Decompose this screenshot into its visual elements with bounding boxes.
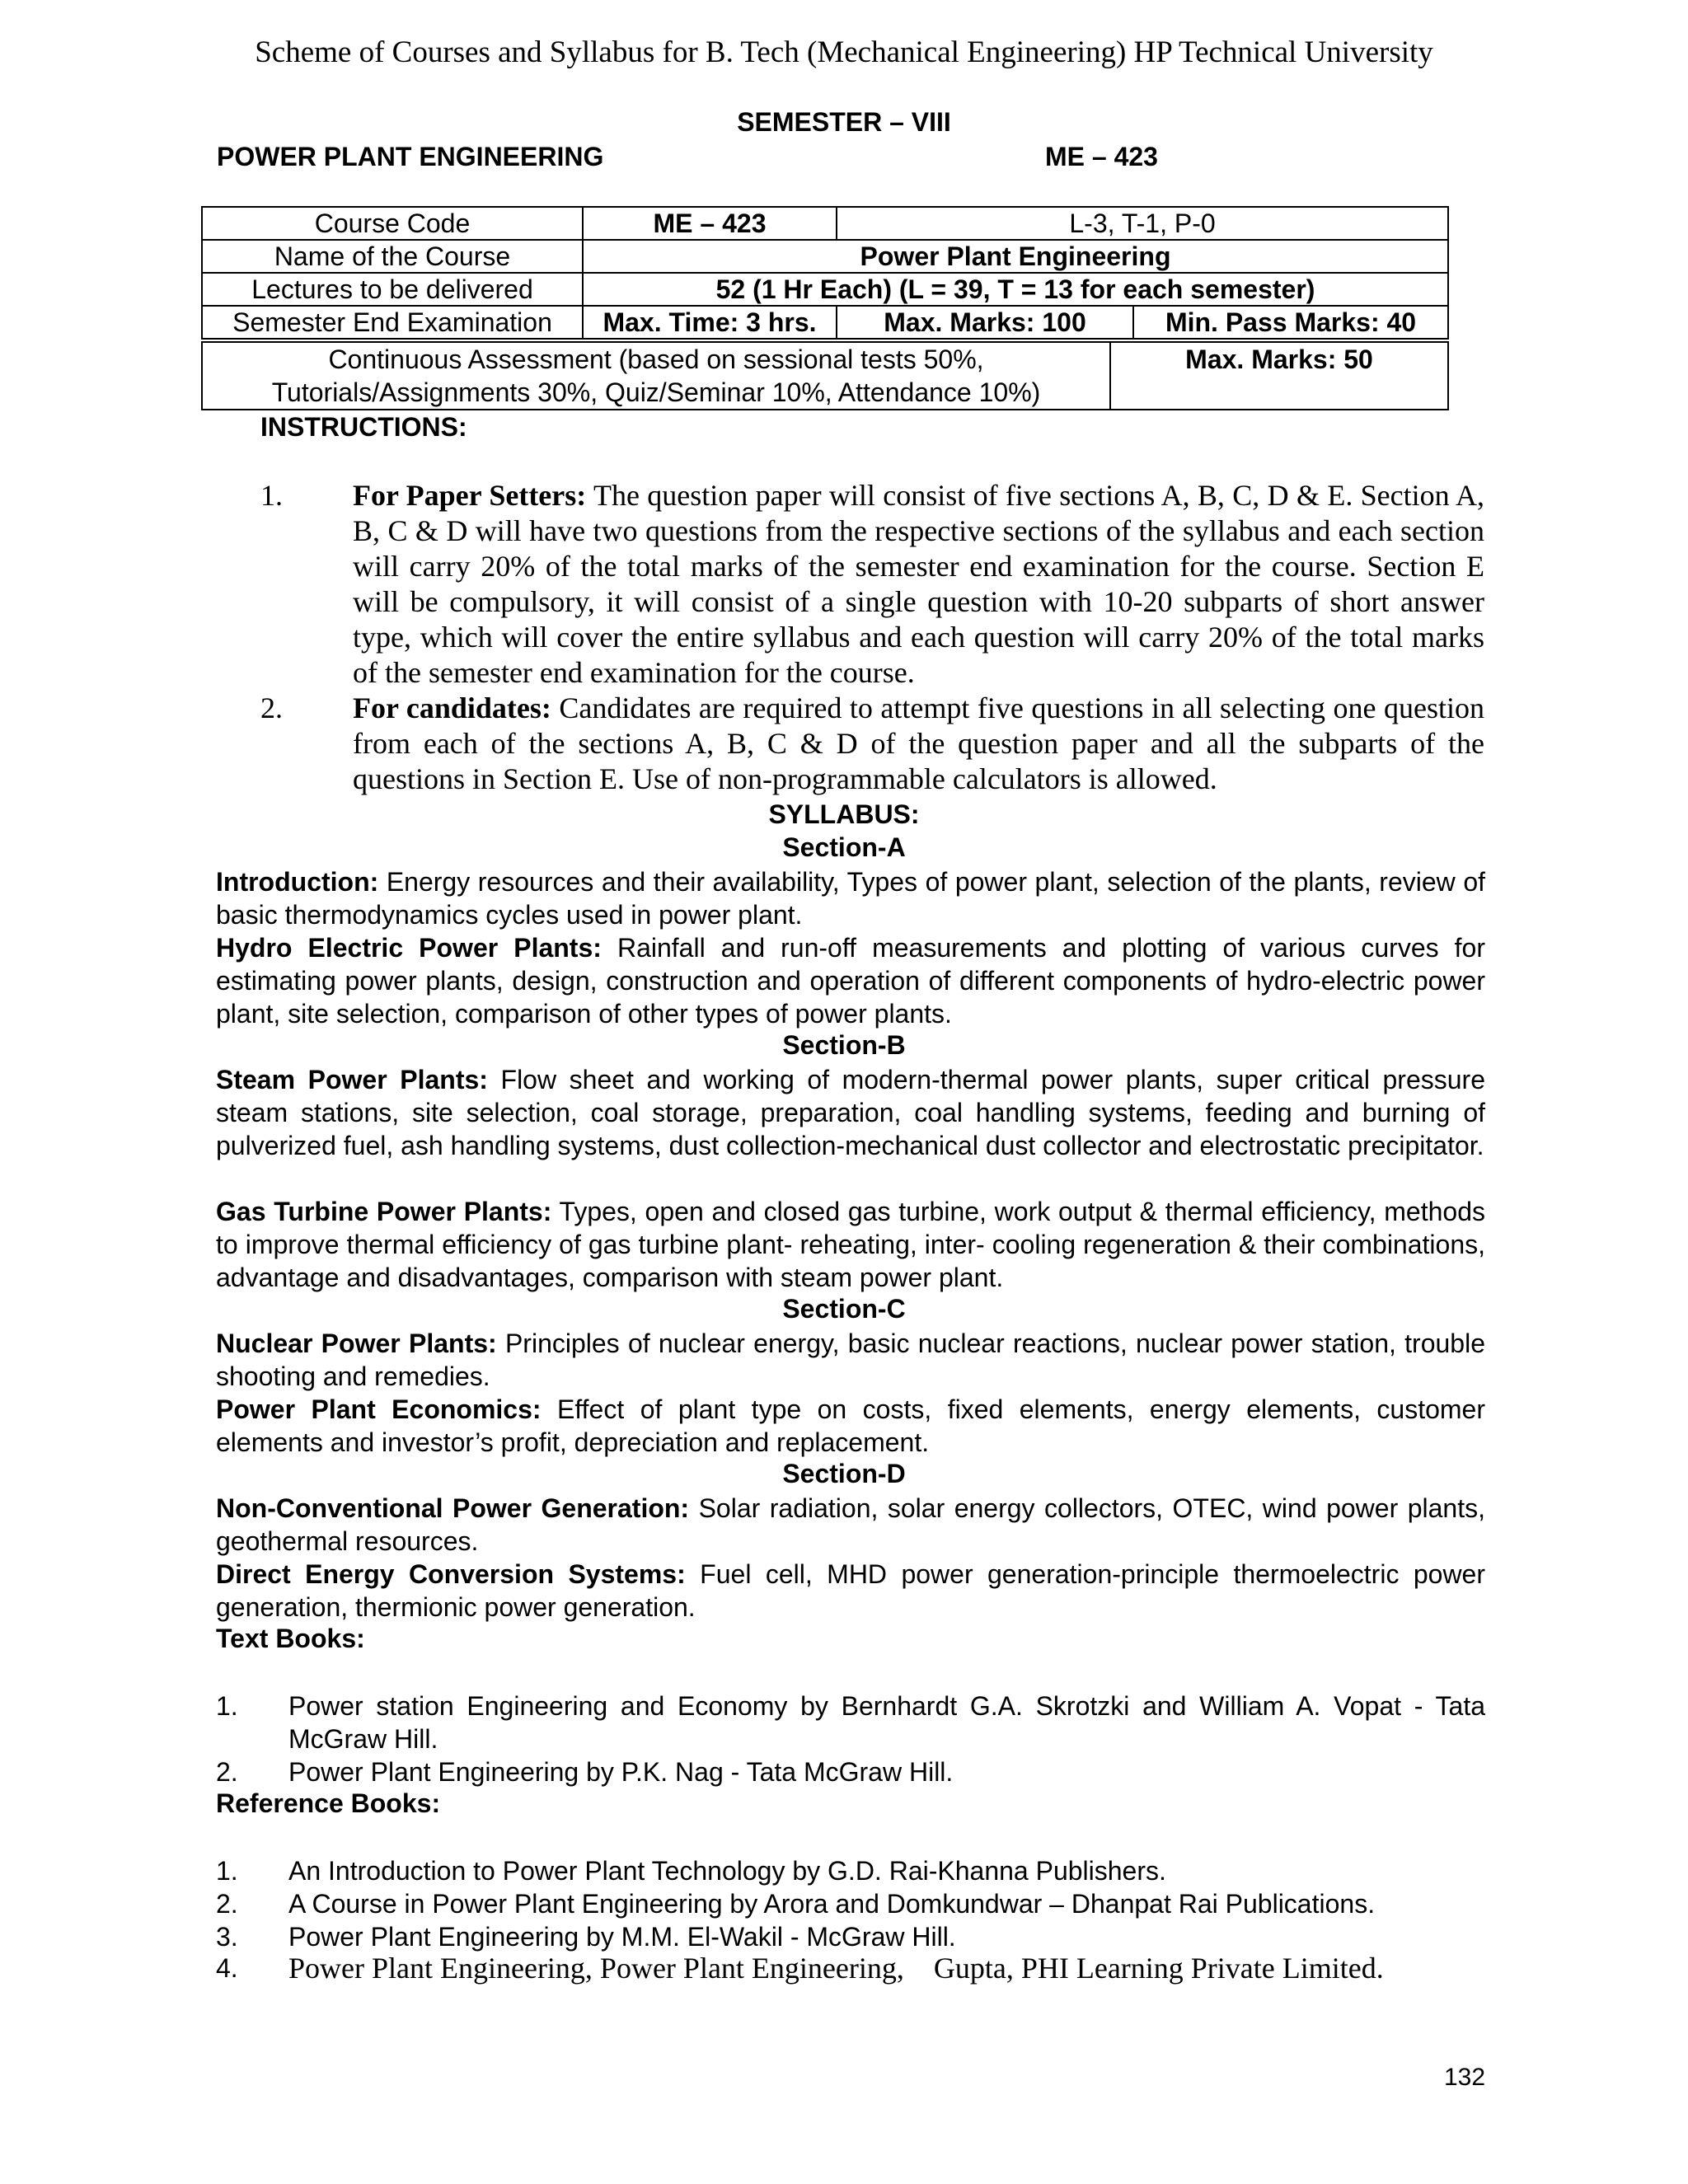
continuous-assessment-line-1: Continuous Assessment (based on sessional tests 50%, [328, 344, 984, 374]
course-code-row [202, 207, 1448, 240]
reference-book-item [216, 1854, 1485, 1887]
section-d-heading: Section-D [782, 1459, 906, 1488]
topic-hydro-electric [216, 931, 1485, 1030]
topic-power-plant-economics [216, 1393, 1485, 1459]
page-number: 132 [1444, 2064, 1486, 2091]
book-text: A Course in Power Plant Engineering by Arora and Domkundwar – Dhanpat Rai Publications. [288, 1889, 1376, 1919]
instruction-number: 2. [260, 691, 283, 724]
reference-book-item [216, 1920, 1485, 1953]
ltp-value: L-3, T-1, P-0 [837, 207, 1448, 240]
book-number: 4. [216, 1953, 238, 1983]
course-code-heading: ME – 423 [1045, 142, 1158, 171]
instruction-text: The question paper will consist of five sections A, B, C, D & E. Section A, B, C & D will have two questions from the respective sections of the syllabus and each section will carry 20% of the total marks of the semester end examination for the course. Section E will be compulsory, it will consist of a single question with 10-20 subparts of short answer type, which will cover the entire syllabus and each question will carry 20% of the total marks of the semester end examination for the course. [353, 479, 1484, 689]
topic-label: Hydro Electric Power Plants: [216, 933, 602, 963]
lectures-value: 52 (1 Hr Each) (L = 39, T = 13 for each semester) [583, 273, 1448, 306]
max-marks: Max. Marks: 100 [837, 306, 1133, 339]
course-code-value: ME – 423 [583, 207, 837, 240]
max-time: Max. Time: 3 hrs. [583, 306, 837, 339]
instruction-item [260, 691, 1484, 797]
exam-row [202, 306, 1448, 339]
continuous-assessment-table [201, 341, 1449, 410]
topic-text: Solar radiation, solar energy collectors, OTEC, wind power plants, geothermal resources. [216, 1493, 1486, 1556]
book-number: 2. [216, 1757, 238, 1787]
course-title: POWER PLANT ENGINEERING [217, 142, 604, 171]
topic-text: Fuel cell, MHD power generation-principle thermoelectric power generation, thermionic power generation. [216, 1559, 1486, 1622]
semester-heading: SEMESTER – VIII [737, 107, 951, 137]
lectures-label: Lectures to be delivered [202, 273, 583, 306]
topic-label: Non-Conventional Power Generation: [216, 1493, 690, 1523]
exam-label: Semester End Examination [202, 306, 583, 339]
topic-text: Principles of nuclear energy, basic nuclear reactions, nuclear power station, trouble shooting and remedies. [216, 1329, 1485, 1391]
book-text: Power Plant Engineering, Power Plant Engineering, Gupta, PHI Learning Private Limited. [288, 1952, 1384, 1985]
continuous-assessment-marks: Max. Marks: 50 [1110, 342, 1448, 410]
topic-label: Steam Power Plants: [216, 1065, 488, 1094]
topic-label: Gas Turbine Power Plants: [216, 1197, 552, 1226]
topic-direct-energy-conversion [216, 1558, 1485, 1624]
section-b-heading: Section-B [782, 1030, 906, 1060]
instruction-label: For Paper Setters: [353, 479, 587, 512]
topic-nuclear-power [216, 1327, 1485, 1393]
continuous-assessment-text [202, 342, 1110, 410]
text-books-heading: Text Books: [216, 1624, 365, 1653]
lectures-row [202, 273, 1448, 306]
topic-label: Nuclear Power Plants: [216, 1329, 497, 1358]
topic-gas-turbine [216, 1195, 1485, 1294]
text-book-item [216, 1690, 1485, 1755]
instruction-label: For candidates: [353, 691, 551, 724]
book-number: 3. [216, 1922, 238, 1952]
section-a-heading: Section-A [782, 832, 906, 862]
reference-books-heading: Reference Books: [216, 1788, 441, 1818]
topic-label: Power Plant Economics: [216, 1394, 542, 1424]
topic-introduction [216, 865, 1485, 931]
min-pass-marks: Min. Pass Marks: 40 [1133, 306, 1448, 339]
instruction-item [260, 478, 1484, 691]
syllabus-heading: SYLLABUS: [768, 799, 920, 829]
text-book-item [216, 1755, 1485, 1788]
course-name-label: Name of the Course [202, 240, 583, 273]
instruction-body [353, 691, 1484, 797]
instruction-text: Candidates are required to attempt five questions in all selecting one question from each of the sections A, B, C & D of the question paper and all the subparts of the questions in Section E. Use of non-programmable calculators is allowed. [353, 691, 1485, 795]
topic-steam-power [216, 1063, 1485, 1162]
book-text: Power station Engineering and Economy by Bernhardt G.A. Skrotzki and William A. Vopat - Tata McGraw Hill. [288, 1691, 1485, 1754]
reference-book-item [216, 1952, 1485, 1985]
reference-book-item [216, 1887, 1485, 1920]
course-name-value: Power Plant Engineering [583, 240, 1448, 273]
instruction-number: 1. [260, 479, 283, 512]
course-name-row [202, 240, 1448, 273]
instruction-body [353, 478, 1484, 691]
page-header: Scheme of Courses and Syllabus for B. Tech (Mechanical Engineering) HP Technical University [255, 35, 1433, 69]
topic-label: Introduction: [216, 867, 379, 897]
book-text: Power Plant Engineering by P.K. Nag - Tata McGraw Hill. [288, 1757, 954, 1787]
book-text: Power Plant Engineering by M.M. El-Wakil - McGraw Hill. [288, 1922, 956, 1952]
instructions-heading: INSTRUCTIONS: [260, 412, 467, 442]
topic-text: Rainfall and run-off measurements and plotting of various curves for estimating power plants, design, construction and operation of different components of hydro-electric power plant, site selection, comparison of other types of power plants. [216, 933, 1486, 1029]
topic-text: Types, open and closed gas turbine, work output & thermal efficiency, methods to improve thermal efficiency of gas turbine plant- reheating, inter- cooling regeneration & their combinations, advantage and disadvantages, comparison with steam power plant. [216, 1197, 1486, 1292]
topic-text: Flow sheet and working of modern-thermal power plants, super critical pressure steam stations, site selection, coal storage, preparation, coal handling systems, feeding and burning of pulverized fuel, ash handling systems, dust collection-mechanical dust collector and electrostatic precipitator. [216, 1065, 1486, 1160]
continuous-assessment-line-2: Tutorials/Assignments 30%, Quiz/Seminar 10%, Attendance 10%) [271, 377, 1041, 407]
book-number: 2. [216, 1889, 238, 1919]
topic-text: Effect of plant type on costs, fixed elements, energy elements, customer elements and investor’s profit, depreciation and replacement. [216, 1394, 1485, 1457]
topic-text: Energy resources and their availability, Types of power plant, selection of the plants, review of basic thermodynamics cycles used in power plant. [216, 867, 1485, 930]
book-text: An Introduction to Power Plant Technology by G.D. Rai-Khanna Publishers. [288, 1856, 1166, 1886]
section-c-heading: Section-C [782, 1294, 906, 1324]
book-number: 1. [216, 1691, 238, 1721]
continuous-assessment-row [202, 342, 1448, 410]
topic-label: Direct Energy Conversion Systems: [216, 1559, 686, 1589]
course-info-table [201, 206, 1449, 340]
book-number: 1. [216, 1856, 238, 1886]
topic-non-conventional [216, 1492, 1485, 1558]
course-code-label: Course Code [202, 207, 583, 240]
